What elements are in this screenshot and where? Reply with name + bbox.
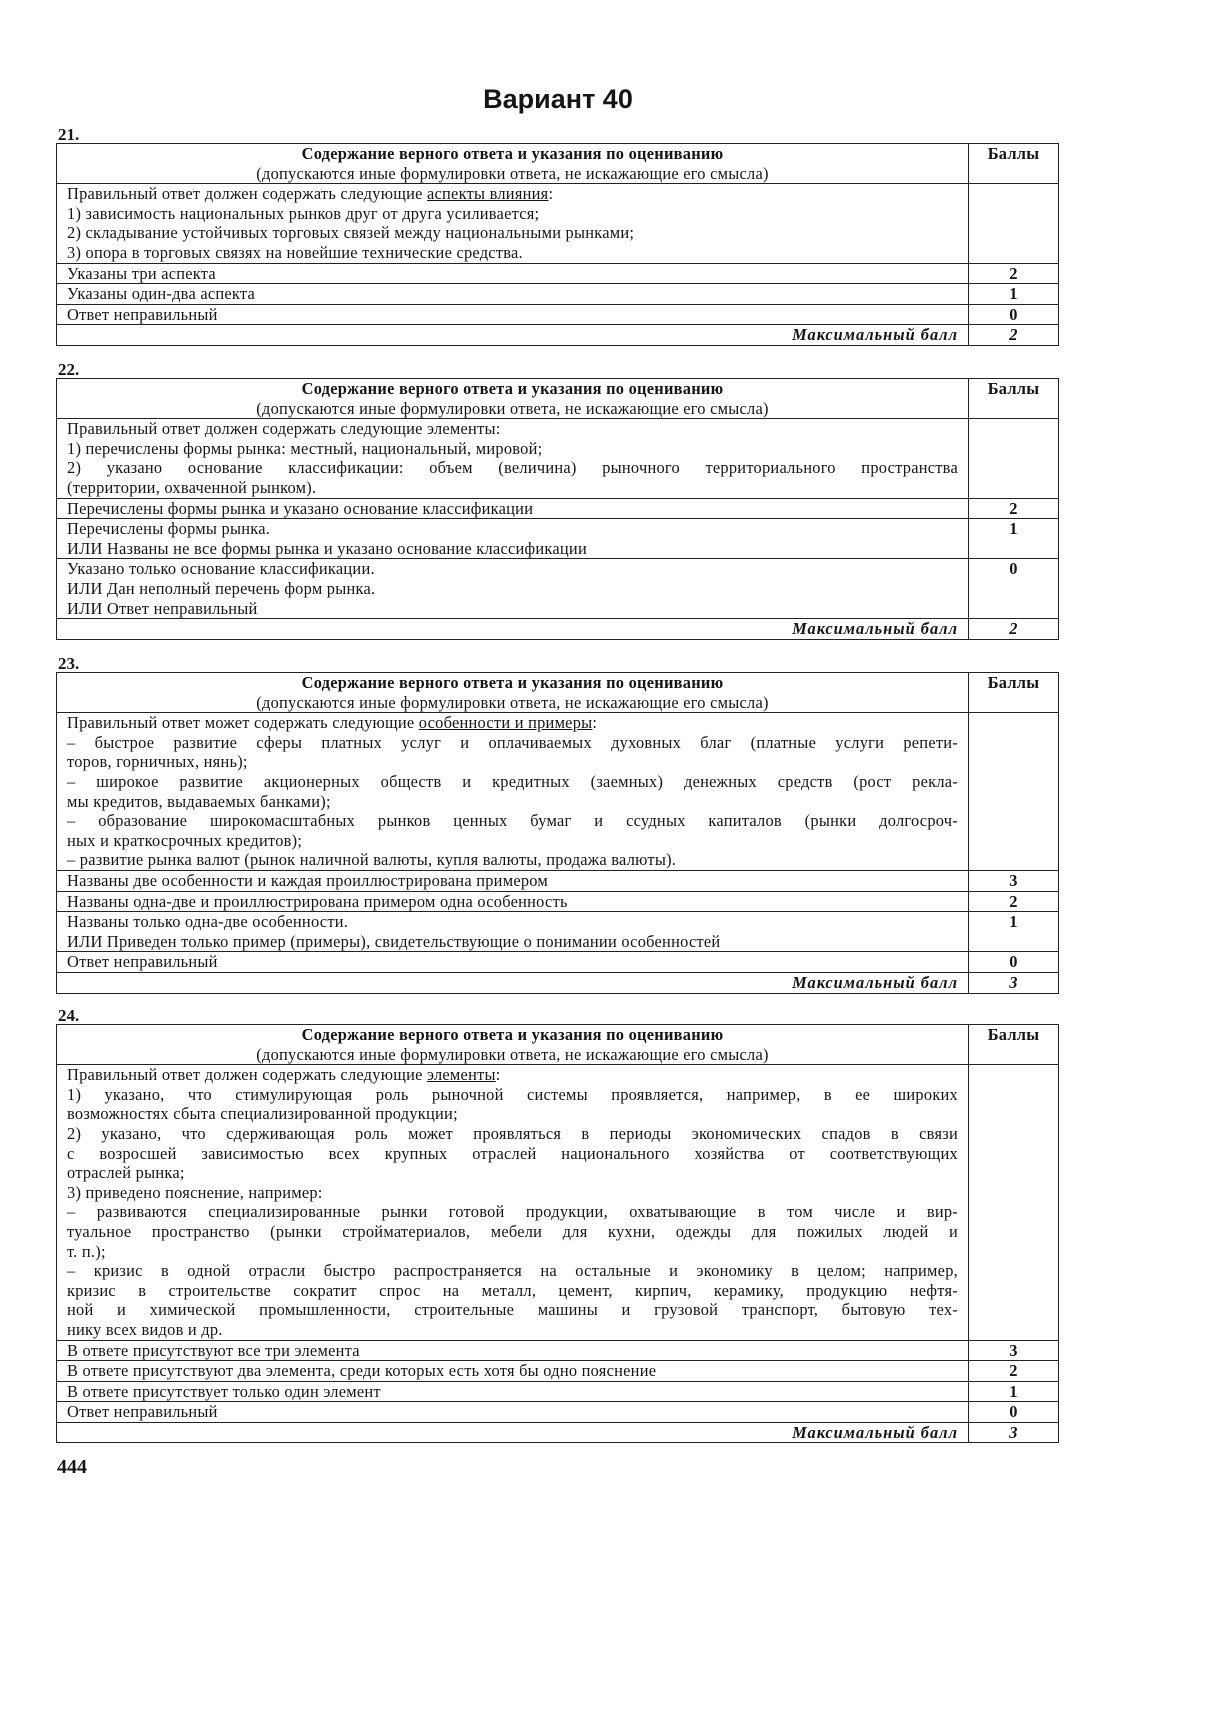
criterion-line: В ответе присутствуют все три элемента bbox=[67, 1340, 360, 1360]
answer-line: кризис в строительстве сократит спрос на металл, цемент, кирпич, керамику, продукцию нефтя- bbox=[67, 1280, 958, 1300]
criterion-score: 2 bbox=[969, 263, 1059, 284]
criterion-row bbox=[57, 952, 1059, 973]
header-title: Содержание верного ответа и указания по оцениванию bbox=[301, 1025, 724, 1044]
header-score-cell: Баллы bbox=[969, 673, 1059, 713]
max-score-label: Максимальный балл bbox=[57, 1422, 969, 1443]
answer-line: – развиваются специализированные рынки готовой продукции, охватывающие в том числе и вир- bbox=[67, 1202, 958, 1222]
answer-body-cell bbox=[57, 419, 969, 498]
answer-line: – широкое развитие акционерных обществ и кредитных (заемных) денежных средств (рост рекла- bbox=[67, 771, 958, 791]
max-score-value: 2 bbox=[969, 619, 1059, 640]
answer-line: возможностях сбыта специализированной продукции; bbox=[67, 1104, 458, 1124]
criterion-text-cell bbox=[57, 519, 969, 559]
criterion-score: 2 bbox=[969, 498, 1059, 519]
grading-table bbox=[56, 672, 1059, 994]
criterion-score: 3 bbox=[969, 1340, 1059, 1361]
intro-underlined: элементы bbox=[426, 1065, 496, 1085]
criterion-text-cell bbox=[57, 498, 969, 519]
answer-body-row bbox=[57, 1065, 1059, 1340]
max-score-label: Максимальный балл bbox=[57, 325, 969, 346]
criterion-text-cell bbox=[57, 1402, 969, 1423]
criterion-row bbox=[57, 263, 1059, 284]
table-header-row bbox=[57, 144, 1059, 184]
answer-line: нику всех видов и др. bbox=[67, 1319, 223, 1339]
task-22 bbox=[56, 360, 1059, 640]
answer-body-cell bbox=[57, 184, 969, 263]
table-header-row bbox=[57, 1025, 1059, 1065]
criterion-score: 1 bbox=[969, 519, 1059, 559]
header-title: Содержание верного ответа и указания по оцениванию bbox=[301, 379, 724, 398]
task-number: 23. bbox=[58, 654, 80, 673]
criterion-line: Ответ неправильный bbox=[67, 1402, 218, 1422]
header-subtitle: (допускаются иные формулировки ответа, не искажающие его смысла) bbox=[256, 163, 769, 183]
answer-line: 2) указано, что сдерживающая роль может проявляться в периоды экономических спадов в связи bbox=[67, 1123, 958, 1143]
answer-body-row bbox=[57, 419, 1059, 498]
intro-text: Правильный ответ может содержать следующие bbox=[67, 713, 419, 733]
criterion-score: 1 bbox=[969, 284, 1059, 305]
header-subtitle: (допускаются иные формулировки ответа, не искажающие его смысла) bbox=[256, 1044, 769, 1064]
answer-line: отраслей рынка; bbox=[67, 1163, 185, 1183]
criterion-line: Перечислены формы рынка и указано основание классификации bbox=[67, 498, 534, 518]
header-content-cell bbox=[57, 379, 969, 419]
task-23 bbox=[56, 654, 1059, 994]
answer-score-cell bbox=[969, 1065, 1059, 1340]
criterion-score: 1 bbox=[969, 1381, 1059, 1402]
answer-score-cell bbox=[969, 184, 1059, 263]
task-24 bbox=[56, 1006, 1059, 1443]
criterion-text-cell bbox=[57, 1381, 969, 1402]
answer-line: торов, горничных, нянь); bbox=[67, 752, 248, 772]
answer-line: 1) перечислены формы рынка: местный, национальный, мировой; bbox=[67, 438, 543, 458]
intro-text: Правильный ответ должен содержать следующие bbox=[67, 184, 427, 204]
max-score-value: 3 bbox=[969, 972, 1059, 993]
criterion-line: ИЛИ Приведен только пример (примеры), свидетельствующие о понимании особенностей bbox=[67, 931, 721, 951]
criterion-row bbox=[57, 912, 1059, 952]
criterion-row bbox=[57, 498, 1059, 519]
answer-body-cell bbox=[57, 713, 969, 871]
table-header-row bbox=[57, 379, 1059, 419]
intro-line bbox=[67, 184, 958, 204]
criterion-row bbox=[57, 1381, 1059, 1402]
answer-line: – быстрое развитие сферы платных услуг и оплачиваемых духовных благ (платные услуги репети- bbox=[67, 732, 958, 752]
answer-line: 3) приведено пояснение, например: bbox=[67, 1182, 323, 1202]
criterion-line: ИЛИ Названы не все формы рынка и указано основание классификации bbox=[67, 538, 587, 558]
answer-body-row bbox=[57, 713, 1059, 871]
criterion-text-cell bbox=[57, 1361, 969, 1382]
answer-line: 2) указано основание классификации: объем (величина) рыночного территориального пространства bbox=[67, 458, 958, 478]
criterion-line: ИЛИ Ответ неправильный bbox=[67, 598, 258, 618]
answer-body-cell bbox=[57, 1065, 969, 1340]
criterion-row bbox=[57, 891, 1059, 912]
header-content-cell bbox=[57, 1025, 969, 1065]
task-number: 22. bbox=[58, 360, 80, 379]
task-21 bbox=[56, 125, 1059, 346]
intro-line bbox=[67, 713, 958, 733]
max-score-row bbox=[57, 619, 1059, 640]
intro-text: Правильный ответ должен содержать следующие элементы: bbox=[67, 419, 501, 439]
intro-punct: : bbox=[592, 713, 598, 733]
criterion-line: Названы две особенности и каждая проиллюстрирована примером bbox=[67, 870, 549, 890]
answer-line: 1) зависимость национальных рынков друг от друга усиливается; bbox=[67, 203, 540, 223]
criterion-row bbox=[57, 870, 1059, 891]
criterion-score: 2 bbox=[969, 1361, 1059, 1382]
page-title: Вариант 40 bbox=[483, 84, 633, 114]
criterion-text-cell bbox=[57, 952, 969, 973]
answer-line: с возросшей зависимостью всех крупных отраслей национального хозяйства от соответствующих bbox=[67, 1143, 958, 1163]
criterion-line: Перечислены формы рынка. bbox=[67, 519, 271, 539]
header-score-cell: Баллы bbox=[969, 144, 1059, 184]
criterion-score: 0 bbox=[969, 952, 1059, 973]
header-content-cell bbox=[57, 673, 969, 713]
answer-score-cell bbox=[969, 713, 1059, 871]
intro-line bbox=[67, 1065, 958, 1085]
criterion-text-cell bbox=[57, 1340, 969, 1361]
grading-table bbox=[56, 378, 1059, 640]
criterion-row bbox=[57, 1340, 1059, 1361]
criterion-text-cell bbox=[57, 912, 969, 952]
criterion-score: 2 bbox=[969, 891, 1059, 912]
answer-line: – образование широкомасштабных рынков ценных бумаг и ссудных капиталов (рынки долгосроч- bbox=[67, 811, 958, 831]
criterion-text-cell bbox=[57, 870, 969, 891]
header-subtitle: (допускаются иные формулировки ответа, не искажающие его смысла) bbox=[256, 692, 769, 712]
answer-line: ных и краткосрочных кредитов); bbox=[67, 830, 303, 850]
header-score-cell: Баллы bbox=[969, 379, 1059, 419]
criterion-score: 0 bbox=[969, 304, 1059, 325]
grading-table bbox=[56, 1024, 1059, 1443]
criterion-score: 0 bbox=[969, 559, 1059, 619]
answer-line: – развитие рынка валют (рынок наличной валюты, купля валюты, продажа валюты). bbox=[67, 850, 677, 870]
grading-table bbox=[56, 143, 1059, 346]
header-title: Содержание верного ответа и указания по оцениванию bbox=[301, 144, 724, 163]
max-score-value: 2 bbox=[969, 325, 1059, 346]
criterion-line: В ответе присутствует только один элемент bbox=[67, 1381, 381, 1401]
criterion-score: 3 bbox=[969, 870, 1059, 891]
criterion-row bbox=[57, 1402, 1059, 1423]
answer-score-cell bbox=[969, 419, 1059, 498]
max-score-row bbox=[57, 972, 1059, 993]
criterion-text-cell bbox=[57, 891, 969, 912]
max-score-value: 3 bbox=[969, 1422, 1059, 1443]
criterion-line: Указаны один-два аспекта bbox=[67, 284, 256, 304]
criterion-line: Ответ неправильный bbox=[67, 304, 218, 324]
answer-line: 1) указано, что стимулирующая роль рыночной системы проявляется, например, в ее широких bbox=[67, 1084, 958, 1104]
criterion-line: В ответе присутствуют два элемента, среди которых есть хотя бы одно пояснение bbox=[67, 1361, 657, 1381]
criterion-row bbox=[57, 1361, 1059, 1382]
answer-body-row bbox=[57, 184, 1059, 263]
criterion-row bbox=[57, 559, 1059, 619]
max-score-label: Максимальный балл bbox=[57, 972, 969, 993]
criterion-line: Указаны три аспекта bbox=[67, 263, 216, 283]
intro-line bbox=[67, 419, 958, 439]
intro-underlined: особенности и примеры bbox=[418, 713, 593, 733]
criterion-text-cell bbox=[57, 284, 969, 305]
header-title: Содержание верного ответа и указания по оцениванию bbox=[301, 673, 724, 692]
criterion-score: 0 bbox=[969, 1402, 1059, 1423]
intro-text: Правильный ответ должен содержать следующие bbox=[67, 1065, 427, 1085]
intro-punct: : bbox=[495, 1065, 501, 1085]
max-score-row bbox=[57, 325, 1059, 346]
answer-line: 3) опора в торговых связях на новейшие технические средства. bbox=[67, 242, 523, 262]
answer-line: т. п.); bbox=[67, 1241, 106, 1261]
criterion-text-cell bbox=[57, 263, 969, 284]
max-score-label: Максимальный балл bbox=[57, 619, 969, 640]
header-subtitle: (допускаются иные формулировки ответа, не искажающие его смысла) bbox=[256, 398, 769, 418]
max-score-row bbox=[57, 1422, 1059, 1443]
header-score-cell: Баллы bbox=[969, 1025, 1059, 1065]
page-number: 444 bbox=[57, 1456, 87, 1478]
criterion-text-cell bbox=[57, 559, 969, 619]
answer-line: мы кредитов, выдаваемых банками); bbox=[67, 791, 331, 811]
header-content-cell bbox=[57, 144, 969, 184]
criterion-row bbox=[57, 519, 1059, 559]
intro-underlined: аспекты влияния bbox=[426, 184, 549, 204]
answer-line: (территории, охваченной рынком). bbox=[67, 477, 317, 497]
task-number: 24. bbox=[58, 1006, 80, 1025]
criterion-row bbox=[57, 284, 1059, 305]
criterion-row bbox=[57, 304, 1059, 325]
answer-line: – кризис в одной отрасли быстро распространяется на остальные и экономику в целом; например, bbox=[67, 1261, 958, 1281]
answer-line: туальное пространство (рынки стройматериалов, мебели для кухни, одежды для пожилых людей и bbox=[67, 1221, 958, 1241]
criterion-line: Названы одна-две и проиллюстрирована примером одна особенность bbox=[67, 891, 568, 911]
criterion-line: Названы только одна-две особенности. bbox=[67, 912, 349, 932]
answer-line: ной и химической промышленности, строительные машины и грузовой транспорт, бытовую тех- bbox=[67, 1300, 958, 1320]
criterion-text-cell bbox=[57, 304, 969, 325]
intro-punct: : bbox=[548, 184, 554, 204]
task-number: 21. bbox=[58, 125, 80, 144]
criterion-line: Указано только основание классификации. bbox=[67, 559, 375, 579]
answer-line: 2) складывание устойчивых торговых связей между национальными рынками; bbox=[67, 223, 635, 243]
table-header-row bbox=[57, 673, 1059, 713]
criterion-line: ИЛИ Дан неполный перечень форм рынка. bbox=[67, 578, 376, 598]
criterion-score: 1 bbox=[969, 912, 1059, 952]
criterion-line: Ответ неправильный bbox=[67, 952, 218, 972]
